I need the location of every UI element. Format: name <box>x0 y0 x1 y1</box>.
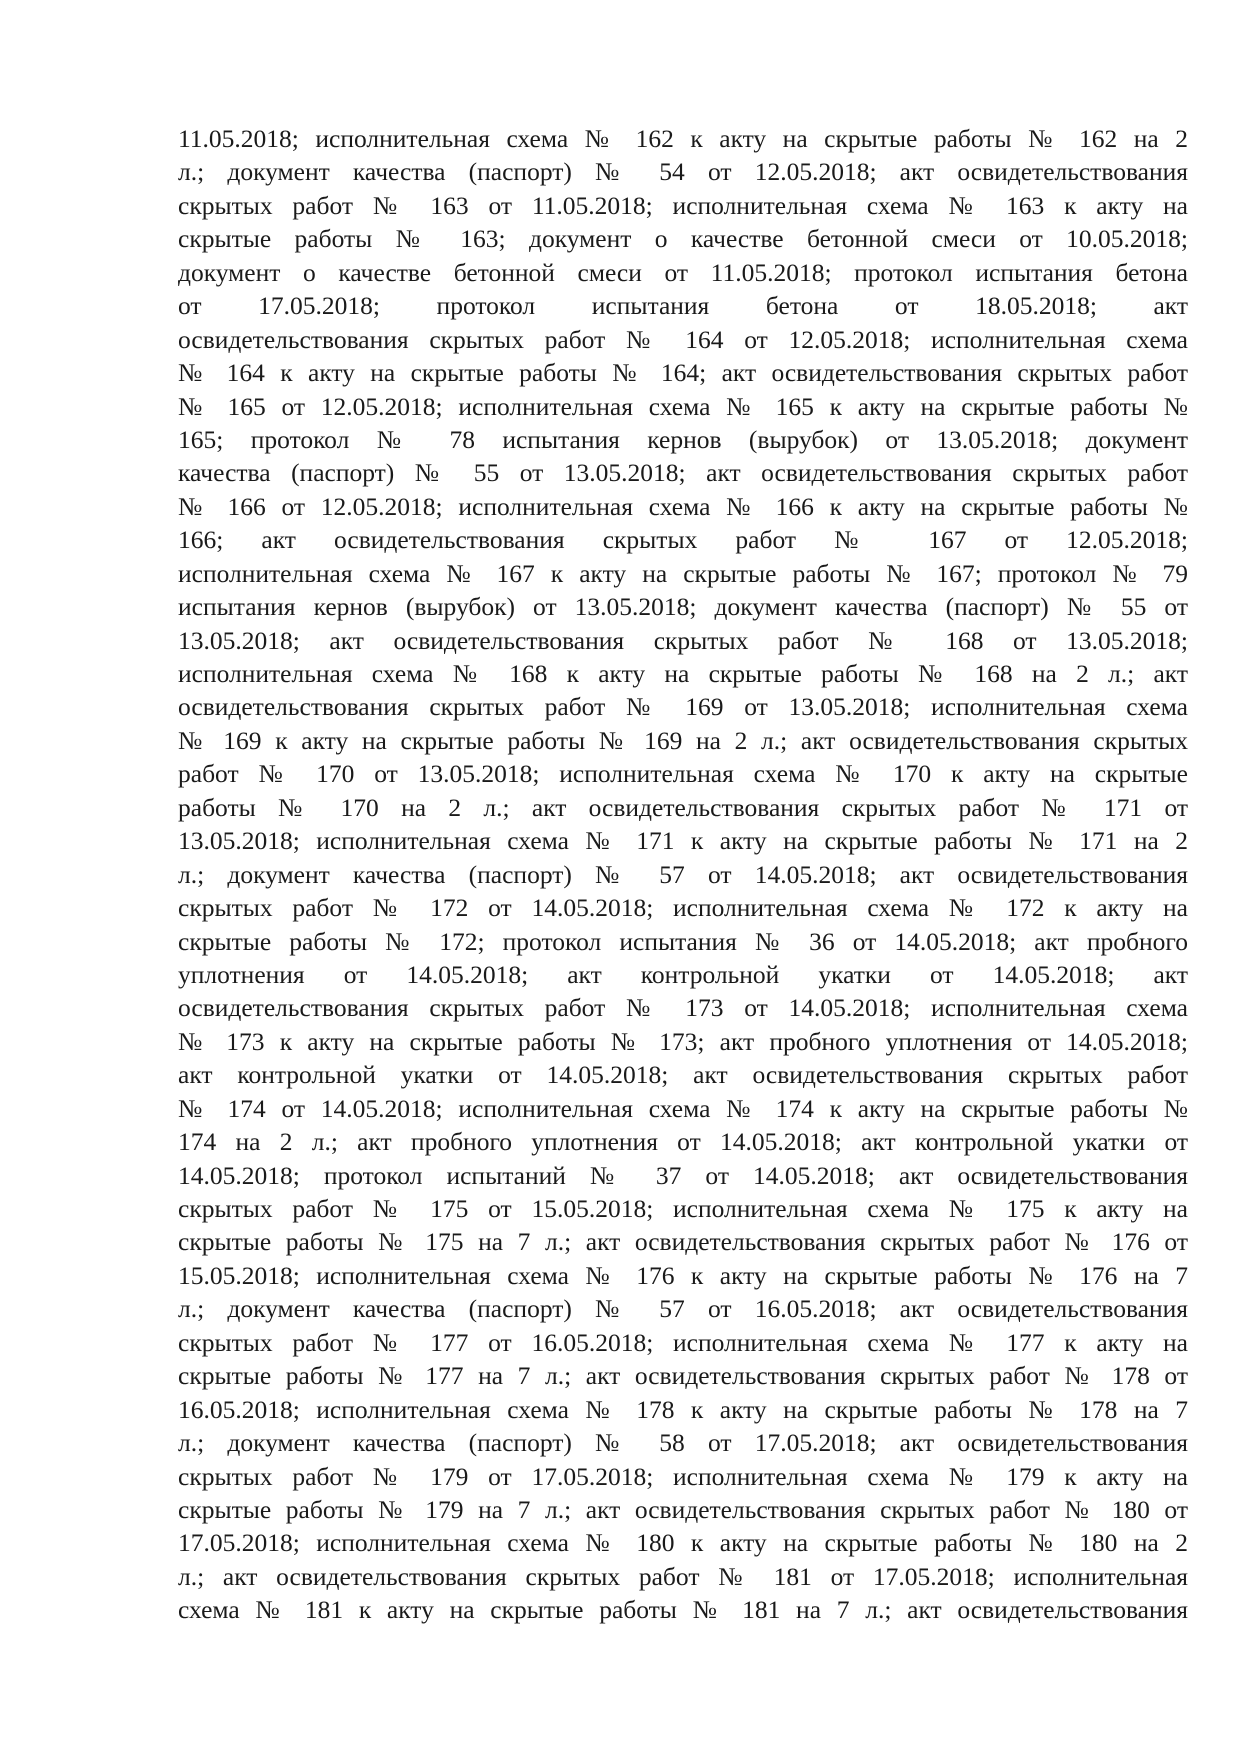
text-line: л.; акт освидетельствования скрытых работ № 181 от 17.05.2018; исполнительная <box>178 1561 1188 1591</box>
text-line: скрытых работ № 172 от 14.05.2018; исполнительная схема № 172 к акту на <box>178 893 1188 923</box>
text-line: № 169 к акту на скрытые работы № 169 на 2 л.; акт освидетельствования скрытых <box>178 725 1188 755</box>
text-line: 11.05.2018; исполнительная схема № 162 к акту на скрытые работы № 162 на 2 <box>178 124 1188 153</box>
text-line: л.; документ качества (паспорт) № 57 от 16.05.2018; акт освидетельствования <box>178 1294 1188 1324</box>
text-line: освидетельствования скрытых работ № 164 от 12.05.2018; исполнительная схема <box>178 324 1188 354</box>
text-line: № 164 к акту на скрытые работы № 164; акт освидетельствования скрытых работ <box>178 358 1188 388</box>
text-line: работы № 170 на 2 л.; акт освидетельствования скрытых работ № 171 от <box>178 792 1188 822</box>
text-line: от 17.05.2018; протокол испытания бетона от 18.05.2018; акт <box>178 291 1188 321</box>
text-line: л.; документ качества (паспорт) № 54 от 12.05.2018; акт освидетельствования <box>178 157 1188 187</box>
text-line: работ № 170 от 13.05.2018; исполнительная схема № 170 к акту на скрытые <box>178 759 1188 789</box>
text-line: освидетельствования скрытых работ № 169 от 13.05.2018; исполнительная схема <box>178 692 1188 722</box>
text-line: л.; документ качества (паспорт) № 58 от 17.05.2018; акт освидетельствования <box>178 1428 1188 1458</box>
text-line: скрытые работы № 175 на 7 л.; акт освидетельствования скрытых работ № 176 от <box>178 1227 1188 1257</box>
text-line: скрытых работ № 177 от 16.05.2018; исполнительная схема № 177 к акту на <box>178 1327 1188 1357</box>
text-line: 16.05.2018; исполнительная схема № 178 к акту на скрытые работы № 178 на 7 <box>178 1394 1188 1424</box>
text-line: скрытые работы № 177 на 7 л.; акт освидетельствования скрытых работ № 178 от <box>178 1361 1188 1391</box>
text-line: 14.05.2018; протокол испытаний № 37 от 14.05.2018; акт освидетельствования <box>178 1160 1188 1190</box>
text-line: 13.05.2018; акт освидетельствования скрытых работ № 168 от 13.05.2018; <box>178 625 1188 655</box>
text-line: скрытые работы № 179 на 7 л.; акт освидетельствования скрытых работ № 180 от <box>178 1494 1188 1524</box>
text-line: схема № 181 к акту на скрытые работы № 181 на 7 л.; акт освидетельствования <box>178 1595 1188 1625</box>
text-line: уплотнения от 14.05.2018; акт контрольной укатки от 14.05.2018; акт <box>178 959 1188 989</box>
text-line: скрытых работ № 175 от 15.05.2018; исполнительная схема № 175 к акту на <box>178 1194 1188 1223</box>
text-line: скрытые работы № 172; протокол испытания № 36 от 14.05.2018; акт пробного <box>178 926 1188 956</box>
text-line: скрытых работ № 163 от 11.05.2018; исполнительная схема № 163 к акту на <box>178 190 1188 220</box>
text-line: испытания кернов (вырубок) от 13.05.2018; документ качества (паспорт) № 55 от <box>178 592 1188 622</box>
text-line: качества (паспорт) № 55 от 13.05.2018; акт освидетельствования скрытых работ <box>178 458 1188 488</box>
text-line: № 173 к акту на скрытые работы № 173; акт пробного уплотнения от 14.05.2018; <box>178 1026 1188 1056</box>
text-line: освидетельствования скрытых работ № 173 от 14.05.2018; исполнительная схема <box>178 993 1188 1023</box>
text-line: 17.05.2018; исполнительная схема № 180 к акту на скрытые работы № 180 на 2 <box>178 1528 1188 1558</box>
text-line: 165; протокол № 78 испытания кернов (вырубок) от 13.05.2018; документ <box>178 424 1188 454</box>
body-paragraph <box>178 122 1188 1627</box>
text-line: исполнительная схема № 167 к акту на скрытые работы № 167; протокол № 79 <box>178 558 1188 588</box>
text-line: 13.05.2018; исполнительная схема № 171 к акту на скрытые работы № 171 на 2 <box>178 826 1188 856</box>
text-line: скрытые работы № 163; документ о качестве бетонной смеси от 10.05.2018; <box>178 224 1188 254</box>
text-line: № 174 от 14.05.2018; исполнительная схема № 174 к акту на скрытые работы № <box>178 1093 1188 1123</box>
text-line: № 166 от 12.05.2018; исполнительная схема № 166 к акту на скрытые работы № <box>178 491 1188 521</box>
text-line: 174 на 2 л.; акт пробного уплотнения от 14.05.2018; акт контрольной укатки от <box>178 1127 1188 1157</box>
text-line: л.; документ качества (паспорт) № 57 от 14.05.2018; акт освидетельствования <box>178 859 1188 889</box>
text-line: 15.05.2018; исполнительная схема № 176 к акту на скрытые работы № 176 на 7 <box>178 1260 1188 1290</box>
text-line: № 165 от 12.05.2018; исполнительная схема № 165 к акту на скрытые работы № <box>178 391 1188 421</box>
text-line: документ о качестве бетонной смеси от 11.05.2018; протокол испытания бетона <box>178 257 1188 287</box>
text-line: исполнительная схема № 168 к акту на скрытые работы № 168 на 2 л.; акт <box>178 659 1188 688</box>
text-line: акт контрольной укатки от 14.05.2018; акт освидетельствования скрытых работ <box>178 1060 1188 1090</box>
text-line: скрытых работ № 179 от 17.05.2018; исполнительная схема № 179 к акту на <box>178 1461 1188 1491</box>
text-line: 166; акт освидетельствования скрытых работ № 167 от 12.05.2018; <box>178 525 1188 555</box>
